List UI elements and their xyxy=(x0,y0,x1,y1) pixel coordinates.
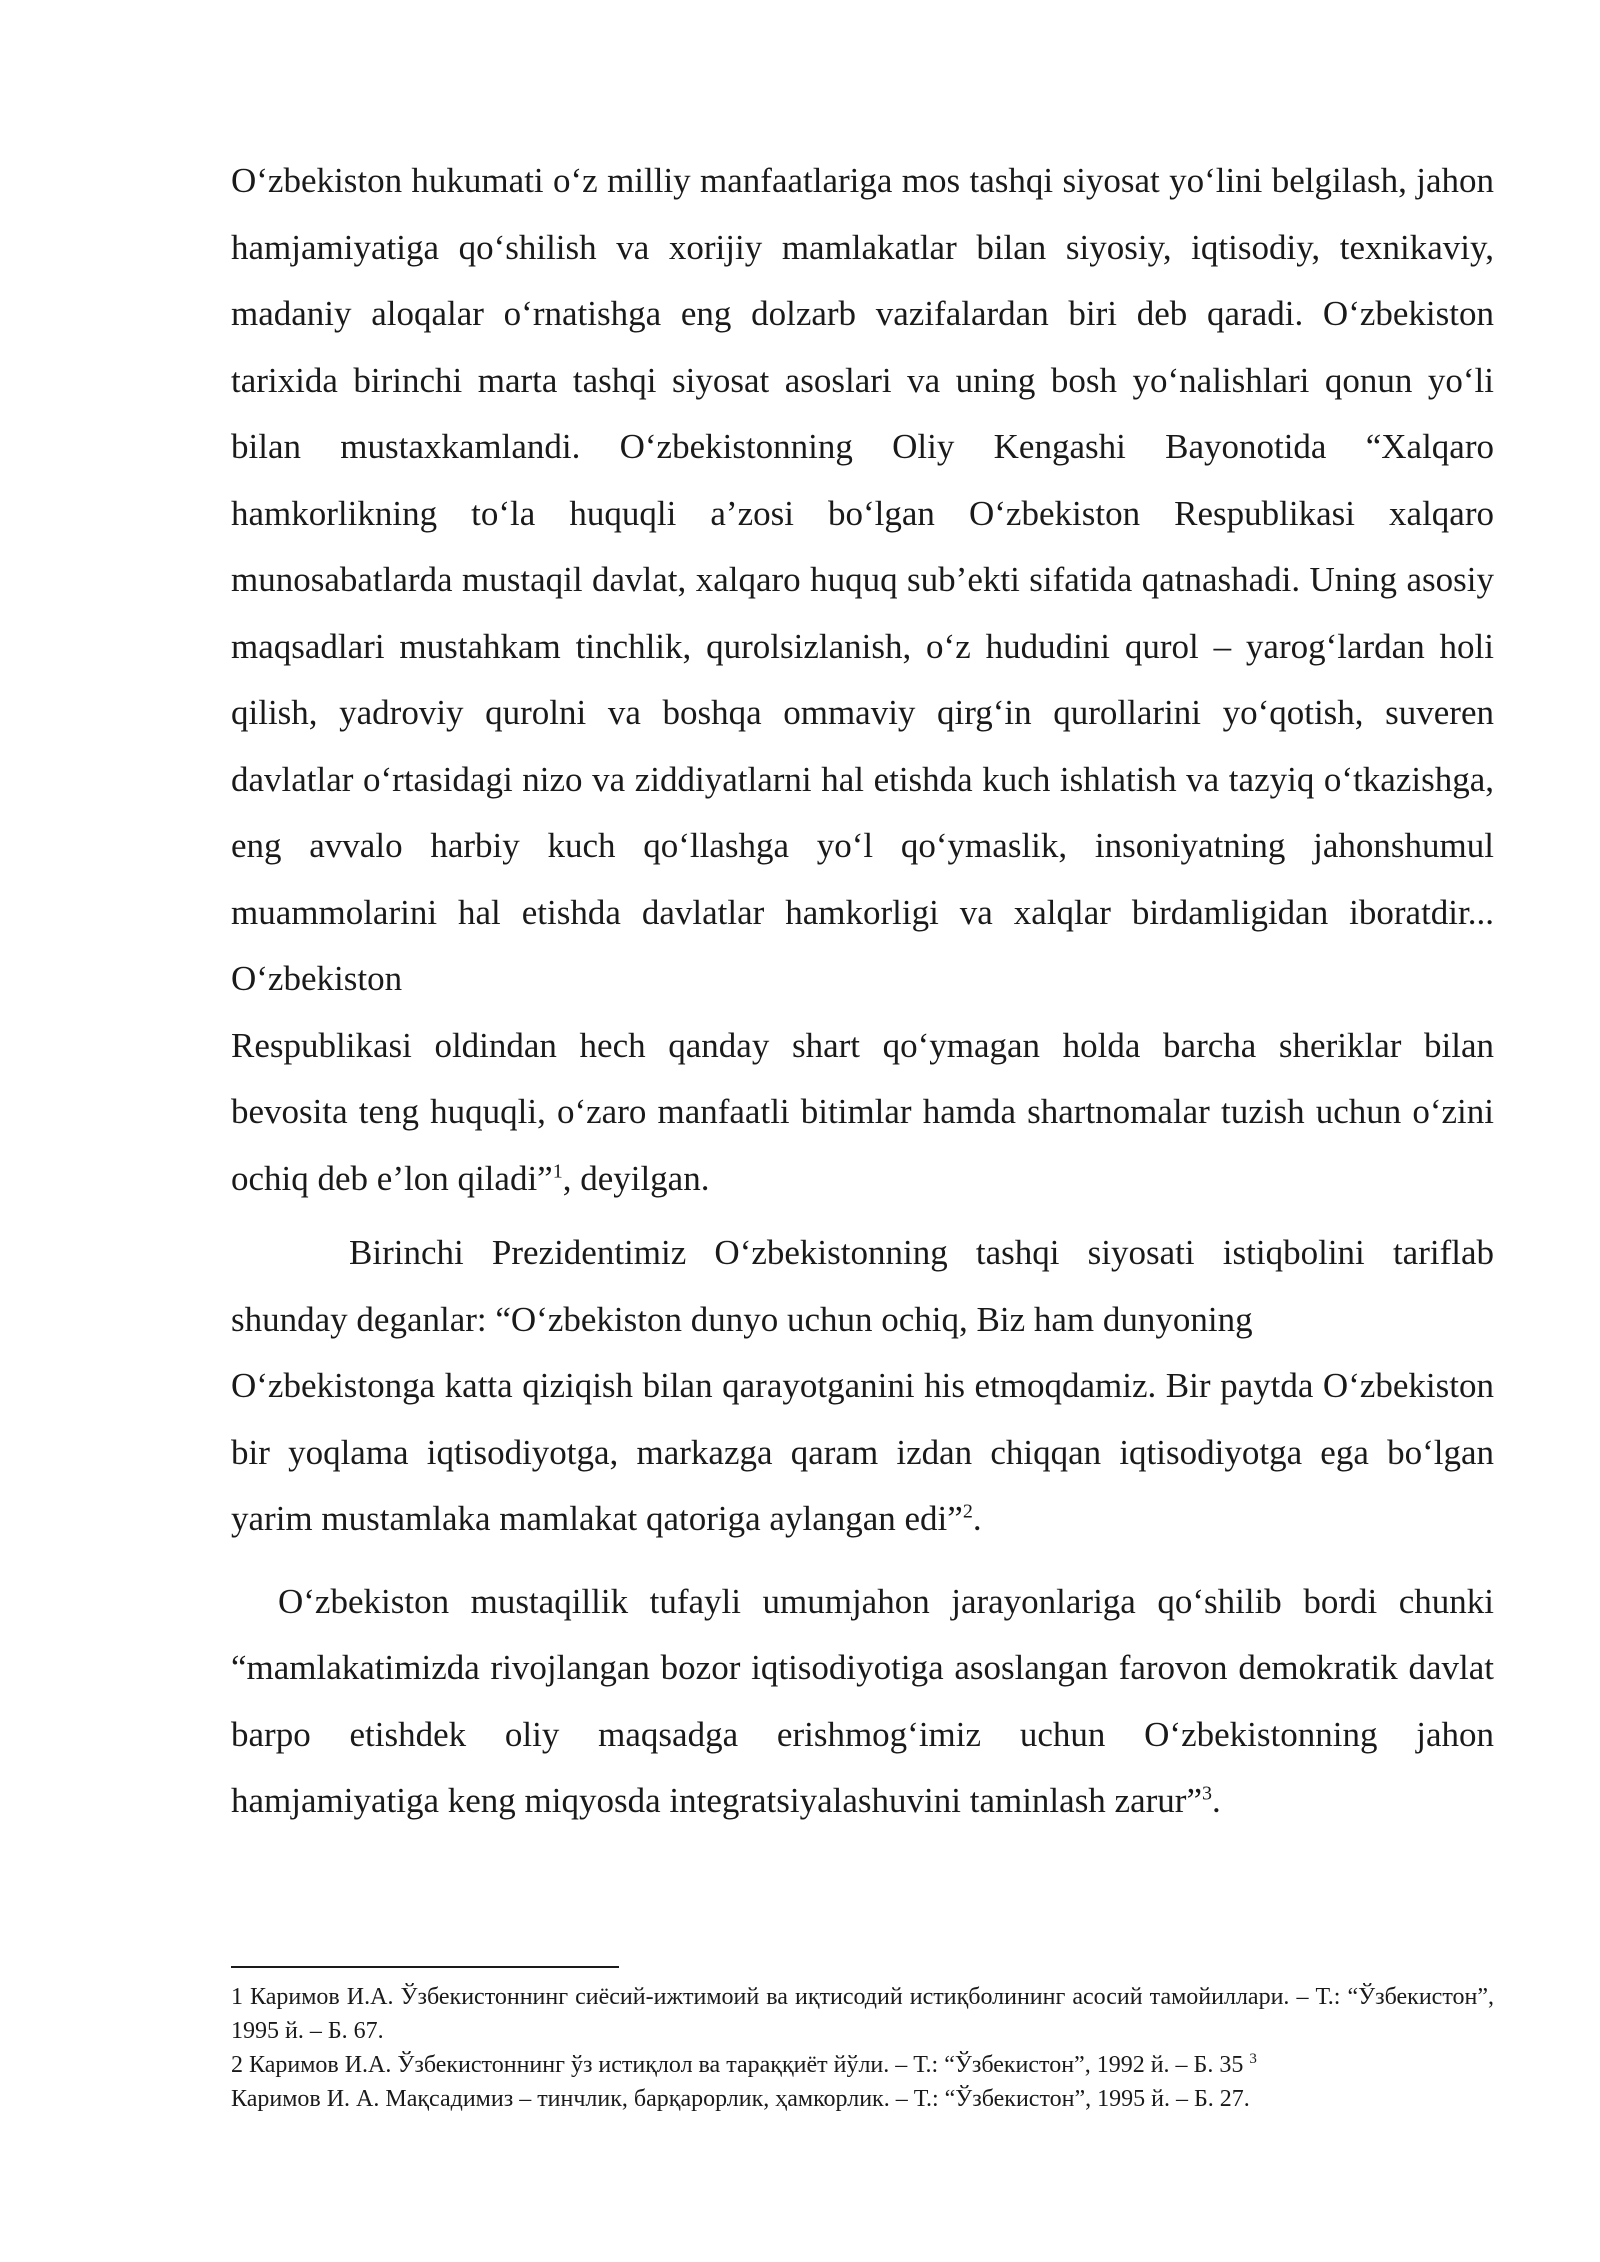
paragraph-2-end: . xyxy=(972,1499,982,1538)
footnote-ref-1[interactable]: 1 xyxy=(552,1159,563,1182)
footnote-2-text: 2 Каримов И.А. Ўзбекистоннинг ўз истиқлол ва тараққиёт йўли. – Т.: “Ўзбекистон”, 1992 й. – Б. 35 xyxy=(231,2052,1244,2078)
document-body xyxy=(231,148,1494,1835)
paragraph-1 xyxy=(231,148,1494,1013)
paragraph-1-continued xyxy=(231,1013,1494,1213)
paragraph-2-text: Birinchi Prezidentimiz O‘zbekistonning tashqi siyosati istiqbolini tariflab shunday deganlar: “O‘zbekiston dunyo uchun ochiq, Biz ham dunyoning xyxy=(231,1233,1494,1339)
paragraph-1-end: , deyilgan. xyxy=(562,1158,710,1198)
paragraph-2-continued xyxy=(231,1353,1494,1553)
footnote-1: 1 Каримов И.А. Ўзбекистоннинг сиёсий-ижтимоий ва иқтисодий истиқболининг асосий тамойиллари. – Т.: “Ўзбекистон”, 1995 й. – Б. 67. xyxy=(231,1984,1494,2044)
footnote-3: Каримов И. А. Мақсадимиз – тинчлик, барқарорлик, ҳамкорлик. – Т.: “Ўзбекистон”, 1995 й. – Б. 27. xyxy=(231,2086,1250,2112)
footnote-2-sup: 3 xyxy=(1249,2051,1257,2067)
paragraph-1-continued-text: Respublikasi oldindan hech qanday shart qo‘ymagan holda barcha sheriklar bilan bevosita teng huquqli, o‘zaro manfaatli bitimlar hamda shartnomalar tuzish uchun o‘zini ochiq deb e’lon qiladi” xyxy=(231,1025,1494,1198)
footnote-ref-2[interactable]: 2 xyxy=(962,1500,973,1523)
paragraph-2-continued-text: O‘zbekistonga katta qiziqish bilan qarayotganini his etmoqdamiz. Bir paytda O‘zbekiston bir yoqlama iqtisodiyotga, markazga qaram izdan chiqqan iqtisodiyotga ega bo‘lgan yarim mustamlaka mamlakat qatoriga aylangan edi” xyxy=(231,1366,1494,1538)
footnote-2 xyxy=(231,2048,1494,2082)
paragraph-1-text: O‘zbekiston hukumati o‘z milliy manfaatlariga mos tashqi siyosat yo‘lini belgilash, jahon hamjamiyatiga qo‘shilish va xorijiy mamlakatlar bilan siyosiy, iqtisodiy, texnikaviy, madaniy aloqalar o‘rnatishga eng dolzarb vazifalardan biri deb qaradi. O‘zbekiston tarixida birinchi marta tashqi siyosat asoslari va uning bosh yo‘nalishlari qonun yo‘li bilan mustaxkamlandi. O‘zbekistonning Oliy Kengashi Bayonotida “Xalqaro hamkorlikning to‘la huquqli a’zosi bo‘lgan O‘zbekiston Respublikasi xalqaro munosabatlarda mustaqil davlat, xalqaro huquq sub’ekti sifatida qatnashadi. Uning asosiy maqsadlari mustahkam tinchlik, qurolsizlanish, o‘z hududini qurol – yarog‘lardan holi qilish, yadroviy qurolni va boshqa ommaviy qirg‘in qurollarini yo‘qotish, suveren davlatlar o‘rtasidagi nizo va ziddiyatlarni hal etishda kuch ishlatish va tazyiq o‘tkazishga, eng avvalo harbiy kuch qo‘llashga yo‘l qo‘ymaslik, insoniyatning jahonshumul muammolarini hal etishda davlatlar hamkorligi va xalqlar birdamligidan iboratdir... O‘zbekiston xyxy=(231,161,1494,998)
paragraph-3-end: . xyxy=(1211,1781,1221,1820)
paragraph-2 xyxy=(231,1220,1494,1353)
paragraph-3 xyxy=(231,1569,1494,1835)
paragraph-3-text: O‘zbekiston mustaqillik tufayli umumjahon jarayonlariga qo‘shilib bordi chunki “mamlakatimizda rivojlangan bozor iqtisodiyotiga asoslangan farovon demokratik davlat barpo etishdek oliy maqsadga erishmog‘imiz uchun O‘zbekistonning jahon hamjamiyatiga keng miqyosda integratsiyalashuvini taminlash zarur” xyxy=(231,1581,1494,1820)
footnotes xyxy=(231,1980,1494,2116)
footnote-separator xyxy=(231,1966,619,1968)
footnote-ref-3[interactable]: 3 xyxy=(1201,1782,1212,1805)
